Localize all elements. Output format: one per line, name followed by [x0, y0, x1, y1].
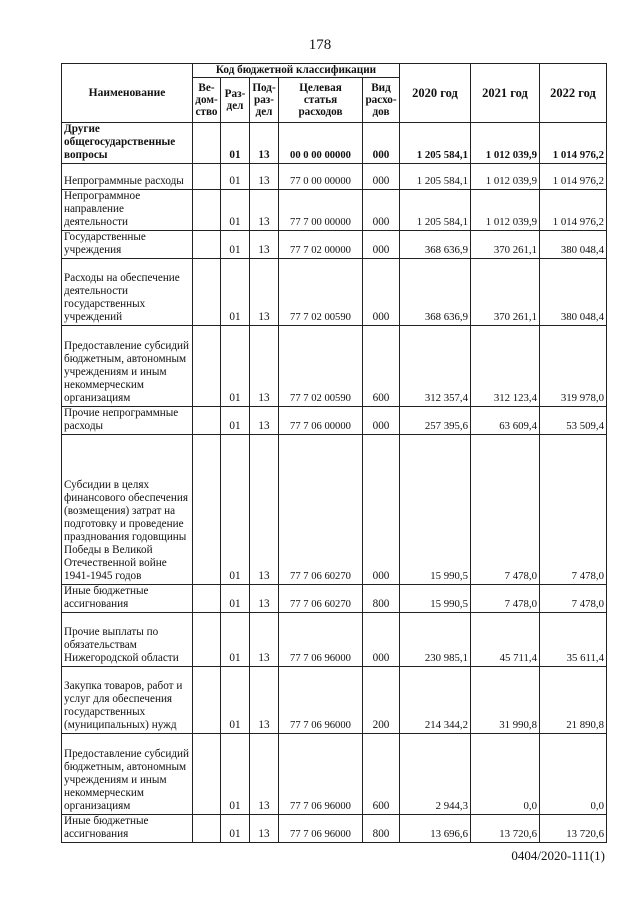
table-row: [62, 407, 607, 435]
row-amount-2022: 1 014 976,2: [540, 190, 607, 231]
row-department: [193, 164, 221, 190]
row-amount-2020: 214 344,2: [400, 667, 471, 734]
row-expense-type: 000: [363, 190, 400, 231]
table-row: [62, 190, 607, 231]
row-subsection: 13: [250, 435, 279, 585]
row-amount-2021: 7 478,0: [471, 435, 540, 585]
row-amount-2022: 7 478,0: [540, 435, 607, 585]
row-amount-2021: 63 609,4: [471, 407, 540, 435]
table-row: [62, 326, 607, 407]
row-amount-2020: 2 944,3: [400, 734, 471, 815]
table-row: [62, 734, 607, 815]
row-expense-type: 800: [363, 815, 400, 843]
header-year-2021: 2021 год: [471, 64, 540, 123]
row-amount-2021: 1 012 039,9: [471, 190, 540, 231]
row-amount-2022: 1 014 976,2: [540, 164, 607, 190]
row-name: Предоставление субсидий бюджетным, автономным учреждениям и иным некоммерческим организациям: [62, 734, 193, 815]
row-amount-2020: 368 636,9: [400, 231, 471, 259]
row-name: Непрограммное направление деятельности: [62, 190, 193, 231]
row-amount-2021: 1 012 039,9: [471, 123, 540, 164]
table-row: [62, 231, 607, 259]
row-amount-2020: 368 636,9: [400, 259, 471, 326]
row-target-article: 00 0 00 00000: [279, 123, 363, 164]
row-expense-type: 200: [363, 667, 400, 734]
row-department: [193, 259, 221, 326]
budget-table: [61, 63, 607, 843]
row-department: [193, 231, 221, 259]
row-target-article: 77 7 06 60270: [279, 435, 363, 585]
row-amount-2022: 0,0: [540, 734, 607, 815]
row-amount-2021: 13 720,6: [471, 815, 540, 843]
row-amount-2021: 45 711,4: [471, 613, 540, 667]
row-subsection: 13: [250, 667, 279, 734]
row-name: Прочие непрограммные расходы: [62, 407, 193, 435]
row-subsection: 13: [250, 585, 279, 613]
row-department: [193, 734, 221, 815]
row-expense-type: 800: [363, 585, 400, 613]
row-amount-2022: 53 509,4: [540, 407, 607, 435]
row-name: Иные бюджетные ассигнования: [62, 815, 193, 843]
row-section: 01: [221, 435, 250, 585]
row-expense-type: 000: [363, 231, 400, 259]
row-expense-type: 600: [363, 734, 400, 815]
row-department: [193, 815, 221, 843]
row-expense-type: 000: [363, 123, 400, 164]
row-section: 01: [221, 190, 250, 231]
row-target-article: 77 7 02 00000: [279, 231, 363, 259]
row-amount-2021: 1 012 039,9: [471, 164, 540, 190]
header-name: Наименование: [62, 64, 193, 123]
row-name: Государственные учреждения: [62, 231, 193, 259]
header-target-article: Целевая статья расходов: [279, 78, 363, 123]
row-expense-type: 000: [363, 259, 400, 326]
row-section: 01: [221, 667, 250, 734]
row-department: [193, 407, 221, 435]
row-amount-2021: 0,0: [471, 734, 540, 815]
row-amount-2022: 13 720,6: [540, 815, 607, 843]
row-target-article: 77 0 00 00000: [279, 164, 363, 190]
header-department: Ве- дом- ство: [193, 78, 221, 123]
row-amount-2022: 21 890,8: [540, 667, 607, 734]
table-row: [62, 585, 607, 613]
row-subsection: 13: [250, 231, 279, 259]
row-expense-type: 000: [363, 613, 400, 667]
row-section: 01: [221, 407, 250, 435]
row-subsection: 13: [250, 613, 279, 667]
row-amount-2021: 370 261,1: [471, 259, 540, 326]
row-target-article: 77 7 06 96000: [279, 815, 363, 843]
row-section: 01: [221, 815, 250, 843]
row-name: Другие общегосударственные вопросы: [62, 123, 193, 164]
row-subsection: 13: [250, 407, 279, 435]
row-department: [193, 667, 221, 734]
row-subsection: 13: [250, 190, 279, 231]
row-section: 01: [221, 123, 250, 164]
header-subsection: Под- раз- дел: [250, 78, 279, 123]
row-amount-2022: 380 048,4: [540, 259, 607, 326]
table-row: [62, 667, 607, 734]
row-name: Непрограммные расходы: [62, 164, 193, 190]
row-name: Субсидии в целях финансового обеспечения (возмещения) затрат на подготовку и проведение празднования годовщины Победы в Великой Отечественной войне 1941-1945 годов: [62, 435, 193, 585]
row-section: 01: [221, 164, 250, 190]
row-subsection: 13: [250, 734, 279, 815]
row-expense-type: 000: [363, 164, 400, 190]
row-amount-2020: 1 205 584,1: [400, 190, 471, 231]
row-amount-2020: 13 696,6: [400, 815, 471, 843]
document-code: 0404/2020-111(1): [511, 848, 605, 863]
row-section: 01: [221, 231, 250, 259]
header-expense-type: Вид расхо- дов: [363, 78, 400, 123]
table-row: [62, 164, 607, 190]
row-amount-2021: 312 123,4: [471, 326, 540, 407]
table-row: [62, 613, 607, 667]
row-amount-2022: 7 478,0: [540, 585, 607, 613]
table-row: [62, 815, 607, 843]
row-amount-2020: 257 395,6: [400, 407, 471, 435]
row-department: [193, 585, 221, 613]
row-amount-2020: 15 990,5: [400, 585, 471, 613]
row-amount-2020: 1 205 584,1: [400, 164, 471, 190]
row-name: Расходы на обеспечение деятельности государственных учреждений: [62, 259, 193, 326]
row-section: 01: [221, 259, 250, 326]
row-target-article: 77 7 06 96000: [279, 667, 363, 734]
row-amount-2022: 35 611,4: [540, 613, 607, 667]
row-target-article: 77 7 02 00590: [279, 326, 363, 407]
row-department: [193, 435, 221, 585]
row-amount-2021: 7 478,0: [471, 585, 540, 613]
row-expense-type: 000: [363, 435, 400, 585]
row-subsection: 13: [250, 164, 279, 190]
table-row: [62, 259, 607, 326]
row-department: [193, 123, 221, 164]
table-row: [62, 435, 607, 585]
row-department: [193, 326, 221, 407]
row-name: Иные бюджетные ассигнования: [62, 585, 193, 613]
row-target-article: 77 7 06 60270: [279, 585, 363, 613]
row-subsection: 13: [250, 326, 279, 407]
row-target-article: 77 7 02 00590: [279, 259, 363, 326]
row-expense-type: 600: [363, 326, 400, 407]
row-name: Закупка товаров, работ и услуг для обеспечения государственных (муниципальных) нужд: [62, 667, 193, 734]
row-amount-2020: 312 357,4: [400, 326, 471, 407]
header-year-2020: 2020 год: [400, 64, 471, 123]
page-number: 178: [308, 37, 332, 53]
header-section: Раз- дел: [221, 78, 250, 123]
row-name: Прочие выплаты по обязательствам Нижегородской области: [62, 613, 193, 667]
table-row: [62, 123, 607, 164]
row-amount-2021: 370 261,1: [471, 231, 540, 259]
row-amount-2020: 1 205 584,1: [400, 123, 471, 164]
row-section: 01: [221, 734, 250, 815]
row-name: Предоставление субсидий бюджетным, автономным учреждениям и иным некоммерческим организациям: [62, 326, 193, 407]
row-amount-2022: 1 014 976,2: [540, 123, 607, 164]
header-year-2022: 2022 год: [540, 64, 607, 123]
row-department: [193, 613, 221, 667]
row-target-article: 77 7 06 96000: [279, 613, 363, 667]
row-section: 01: [221, 326, 250, 407]
row-amount-2022: 319 978,0: [540, 326, 607, 407]
row-department: [193, 190, 221, 231]
row-amount-2022: 380 048,4: [540, 231, 607, 259]
row-subsection: 13: [250, 123, 279, 164]
row-amount-2020: 15 990,5: [400, 435, 471, 585]
row-expense-type: 000: [363, 407, 400, 435]
row-amount-2020: 230 985,1: [400, 613, 471, 667]
row-target-article: 77 7 06 96000: [279, 734, 363, 815]
header-classification-code: Код бюджетной классификации: [193, 64, 400, 78]
row-section: 01: [221, 585, 250, 613]
row-subsection: 13: [250, 259, 279, 326]
row-amount-2021: 31 990,8: [471, 667, 540, 734]
row-section: 01: [221, 613, 250, 667]
row-subsection: 13: [250, 815, 279, 843]
row-target-article: 77 7 00 00000: [279, 190, 363, 231]
row-target-article: 77 7 06 00000: [279, 407, 363, 435]
